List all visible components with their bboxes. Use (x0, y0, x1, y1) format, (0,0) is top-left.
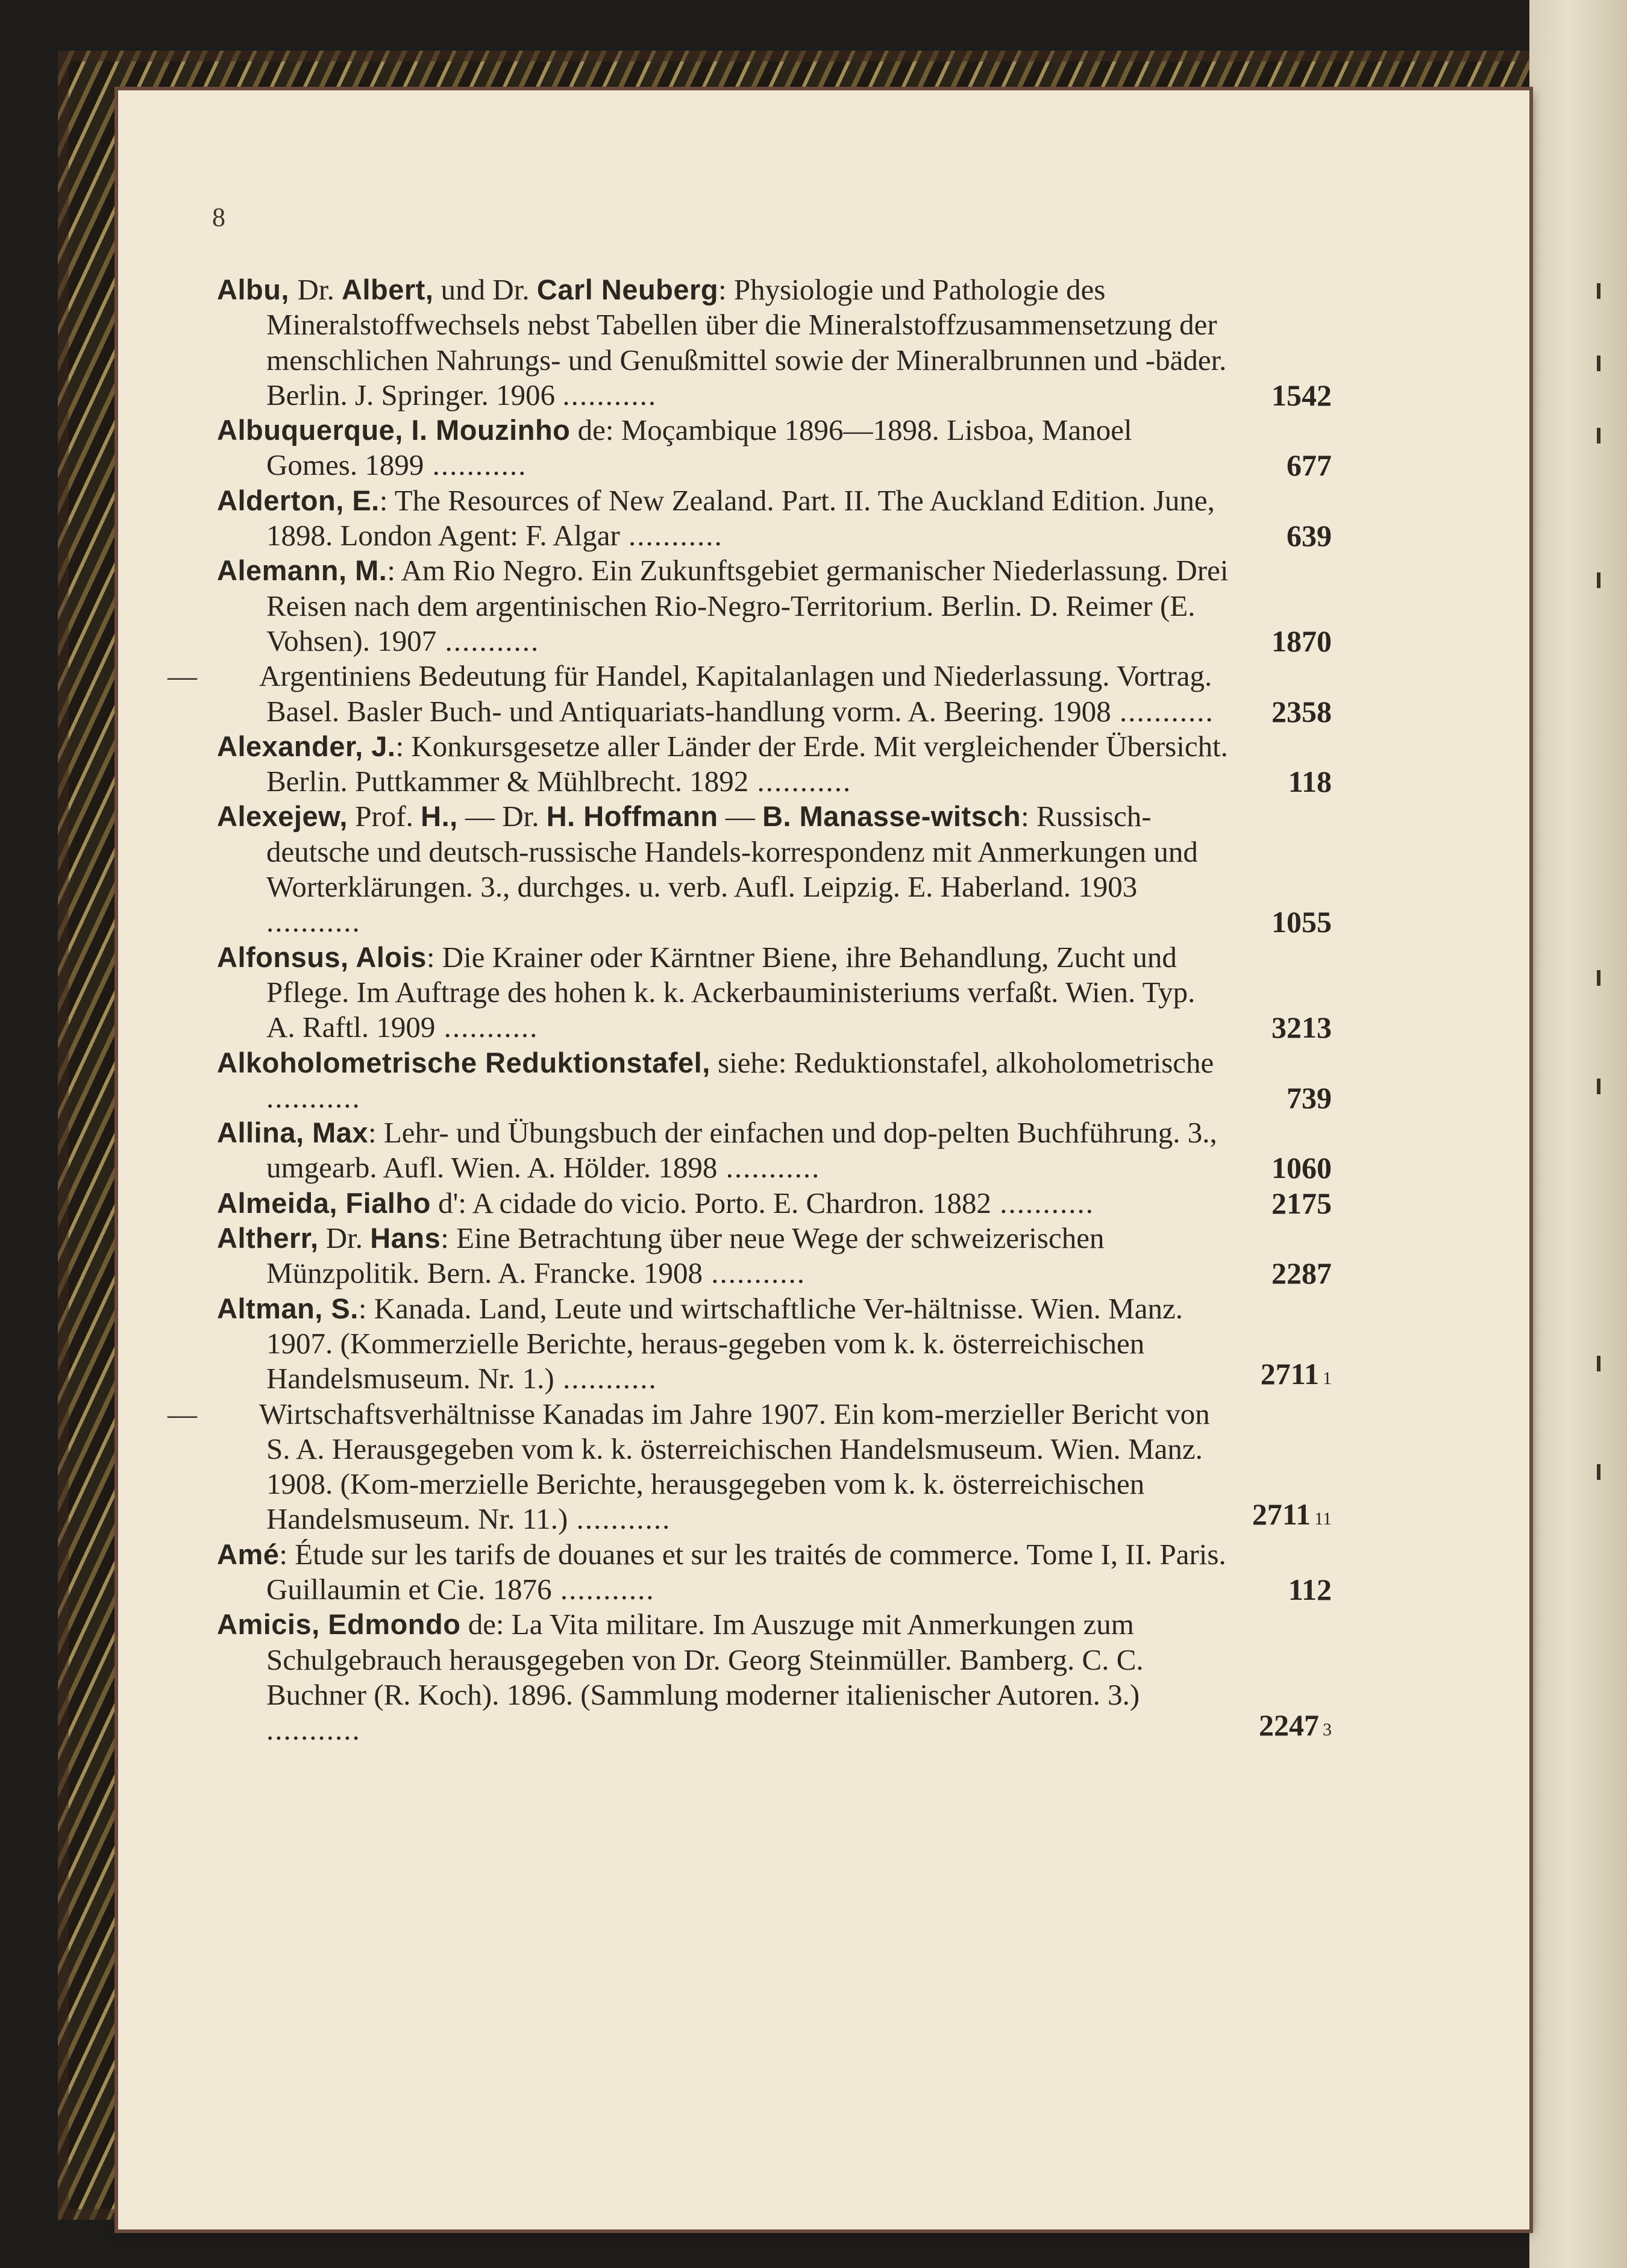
facing-page-mark (1597, 970, 1600, 986)
catalog-number-value: 2358 (1271, 694, 1332, 728)
catalog-number-value: 639 (1287, 519, 1332, 553)
entry-author: B. Manasse-witsch (762, 800, 1021, 833)
catalog-number (1271, 1256, 1332, 1291)
catalog-number (1271, 1010, 1332, 1045)
entry-text: Argentiniens Bedeutung für Handel, Kapitalanlagen und Niederlassung. Vortrag. Basel. Basler Buch- und Antiquariats-handlung vorm. A. Beering. 1908 (259, 659, 1212, 728)
catalog-entry (217, 1045, 1332, 1116)
facing-page-mark (1597, 283, 1600, 299)
catalog-entry (217, 413, 1332, 483)
leader-dots: ........... (266, 1713, 361, 1747)
leader-dots: ........... (1111, 694, 1214, 728)
catalog-number (1271, 1150, 1332, 1185)
entry-text: : Russisch-deutsche und deutsch-russische Handels-korrespondenz mit Anmerkungen und Worterklärungen. 3., durchges. u. verb. Aufl. Leipzig. E. Haberland. 1903 (266, 800, 1198, 904)
entry-text: : The Resources of New Zealand. Part. II. The Auckland Edition. June, 1898. London Agent: F. Algar (266, 483, 1215, 553)
catalog-number (1252, 1497, 1332, 1537)
catalog-entry (217, 729, 1332, 800)
catalog-number-value: 2711 (1260, 1357, 1319, 1391)
leader-dots: ........... (748, 765, 852, 798)
catalog-entry (217, 1607, 1332, 1747)
entry-text: : Kanada. Land, Leute und wirtschaftliche Ver-hältnisse. Wien. Manz. 1907. (Kommerzielle Berichte, heraus-gegeben vom k. k. österreichischen Handelsmuseum. Nr. 1.) (266, 1291, 1183, 1396)
entry-author: Albu, (217, 274, 298, 305)
entry-text: : Étude sur les tarifs de douanes et sur les traités de commerce. Tome I, II. Paris. Guillaumin et Cie. 1876 (266, 1537, 1226, 1606)
entry-text: : Eine Betrachtung über neue Wege der schweizerischen Münzpolitik. Bern. A. Francke. 1908 (266, 1221, 1105, 1290)
leader-dots: ........... (554, 1362, 657, 1396)
facing-page-mark (1597, 572, 1600, 588)
ditto-mark: — (168, 1397, 197, 1430)
entry-author: Amé (217, 1538, 280, 1570)
catalog-number (1271, 378, 1332, 413)
catalog-number (1288, 1572, 1332, 1607)
entry-author: Alemann, M. (217, 554, 387, 587)
entry-author: Carl Neuberg (536, 274, 719, 305)
entry-text: und Dr. (433, 273, 537, 306)
leader-dots: ........... (562, 378, 657, 412)
catalog-number-value: 1060 (1271, 1151, 1332, 1185)
catalog-number-value: 118 (1288, 765, 1332, 799)
catalog-number-value: 2247 (1259, 1708, 1319, 1743)
entry-author: Allina, Max (217, 1117, 369, 1149)
entry-author: Alderton, E. (217, 484, 380, 516)
catalog-number (1259, 1708, 1332, 1747)
facing-page-mark (1597, 428, 1600, 443)
catalog-entry (217, 940, 1332, 1045)
catalog-entry (168, 1397, 1332, 1537)
leader-dots: ........... (991, 1186, 1095, 1220)
entry-author: Alfonsus, Alois (217, 941, 427, 973)
leader-dots: ........... (435, 1010, 539, 1044)
leader-dots: ........... (436, 624, 540, 657)
catalog-entry (168, 659, 1332, 729)
entry-author: Almeida, Fialho (217, 1186, 431, 1219)
catalog-number-value: 2711 (1252, 1497, 1311, 1532)
catalog-entry (217, 1186, 1332, 1221)
catalog-entry (217, 1115, 1332, 1186)
catalog-number-value: 1870 (1271, 624, 1332, 658)
catalog-subnumber: 11 (1314, 1509, 1332, 1529)
entry-author: Albert, (342, 274, 434, 305)
leader-dots: ........... (568, 1502, 671, 1536)
ditto-mark: — (168, 659, 197, 693)
entry-author: Hans (370, 1222, 441, 1255)
entry-author: H. Hoffmann (546, 800, 718, 833)
entry-author: Altherr, (217, 1222, 319, 1255)
entry-text: Wirtschaftsverhältnisse Kanadas im Jahre 1907. Ein kom-merzieller Bericht von S. A. Herausgegeben vom k. k. österreichischen Handelsmuseum. Wien. Manz. 1908. (Kom-merzielle Berichte, herausgegeben vom k. k. österreichischen Handelsmuseum. Nr. 11.) (259, 1397, 1210, 1536)
entry-author: Alexander, J. (217, 730, 396, 762)
entry-text: Prof. (348, 800, 421, 833)
catalog-number (1271, 904, 1332, 939)
catalog-number (1287, 518, 1332, 553)
entry-text: de: Moçambique 1896—1898. Lisboa, Manoel Gomes. 1899 (266, 413, 1132, 482)
entry-text: : Lehr- und Übungsbuch der einfachen und dop-pelten Buchführung. 3., umgearb. Aufl. Wien. A. Hölder. 1898 (266, 1116, 1217, 1185)
catalog-entry (217, 483, 1332, 554)
catalog-number-value: 739 (1287, 1080, 1332, 1115)
facing-page-mark (1597, 1356, 1600, 1371)
entry-author: Amicis, Edmondo (217, 1608, 461, 1641)
catalog-number (1287, 1080, 1332, 1115)
entry-text: — (718, 800, 763, 833)
leader-dots: ........... (619, 519, 723, 553)
entry-text: de: La Vita militare. Im Auszuge mit Anmerkungen zum Schulgebrauch herausgegeben von Dr. Georg Steinmüller. Bamberg. C. C. Buchner (R. Koch). 1896. (Sammlung moderner italienischer Autoren. 3.) (266, 1608, 1144, 1711)
catalog-number-value: 1542 (1271, 378, 1332, 412)
leader-dots: ........... (703, 1256, 806, 1290)
catalog-number-value: 1055 (1271, 905, 1332, 939)
facing-page-mark (1597, 356, 1600, 371)
catalog-subnumber: 1 (1323, 1368, 1332, 1389)
leader-dots: ........... (551, 1572, 655, 1606)
entry-text: siehe: Reduktionstafel, alkoholometrische (710, 1045, 1214, 1079)
entry-author: H., (421, 800, 458, 833)
entry-author: Albuquerque, I. Mouzinho (217, 414, 571, 446)
leader-dots: ........... (266, 1080, 361, 1114)
catalog-entry (217, 799, 1332, 939)
catalog-entry (217, 1537, 1332, 1608)
facing-page-edge (1529, 0, 1627, 2268)
catalog-number-value: 2287 (1271, 1256, 1332, 1291)
catalog-entry (217, 272, 1332, 413)
leader-dots: ........... (266, 905, 361, 939)
catalog-entry (217, 1291, 1332, 1397)
entry-author: Alexejew, (217, 800, 348, 833)
catalog-number (1287, 448, 1332, 483)
entry-text: : Am Rio Negro. Ein Zukunftsgebiet germanischer Niederlassung. Drei Reisen nach dem argentinischen Rio-Negro-Territorium. Berlin. D. Reimer (E. Vohsen). 1907 (266, 554, 1229, 657)
catalog-number-value: 3213 (1271, 1010, 1332, 1045)
catalog-entry (217, 553, 1332, 659)
catalog-entry (217, 1221, 1332, 1291)
catalog-number (1271, 624, 1332, 659)
leader-dots: ........... (424, 448, 527, 482)
catalog-number (1261, 1356, 1332, 1396)
catalog-number-value: 112 (1288, 1572, 1332, 1606)
entry-text: : Physiologie und Pathologie des Mineralstoffwechsels nebst Tabellen über die Mineralstoffzusammensetzung der menschlichen Nahrungs- und Genußmittel sowie der Mineralbrunnen und -bäder. Berlin. J. Springer. 1906 (266, 273, 1227, 412)
catalog-subnumber: 3 (1323, 1720, 1332, 1740)
catalog-number (1271, 694, 1332, 729)
catalog-entries (168, 272, 1332, 1747)
entry-text: Dr. (318, 1221, 371, 1255)
entry-text: : Die Krainer oder Kärntner Biene, ihre Behandlung, Zucht und Pflege. Im Auftrage des hohen k. k. Ackerbauministeriums verfaßt. Wien. Typ. A. Raftl. 1909 (266, 940, 1196, 1044)
entry-text: : Konkursgesetze aller Länder der Erde. Mit vergleichender Übersicht. Berlin. Puttkammer & Mühlbrecht. 1892 (266, 729, 1228, 798)
facing-page-mark (1597, 1079, 1600, 1094)
facing-page-mark (1597, 1464, 1600, 1480)
catalog-number-value: 2175 (1271, 1186, 1332, 1220)
catalog-number-value: 677 (1287, 448, 1332, 483)
entry-text: d': A cidade do vicio. Porto. E. Chardron. 1882 (430, 1186, 992, 1220)
entry-text: — Dr. (457, 800, 547, 833)
entry-text: Dr. (297, 273, 342, 306)
leader-dots: ........... (717, 1151, 821, 1185)
page-number: 8 (212, 202, 225, 232)
entry-author: Altman, S. (217, 1292, 359, 1324)
catalog-number (1271, 1186, 1332, 1221)
catalog-number (1288, 764, 1332, 799)
entry-author: Alkoholometrische Reduktionstafel, (217, 1046, 710, 1079)
